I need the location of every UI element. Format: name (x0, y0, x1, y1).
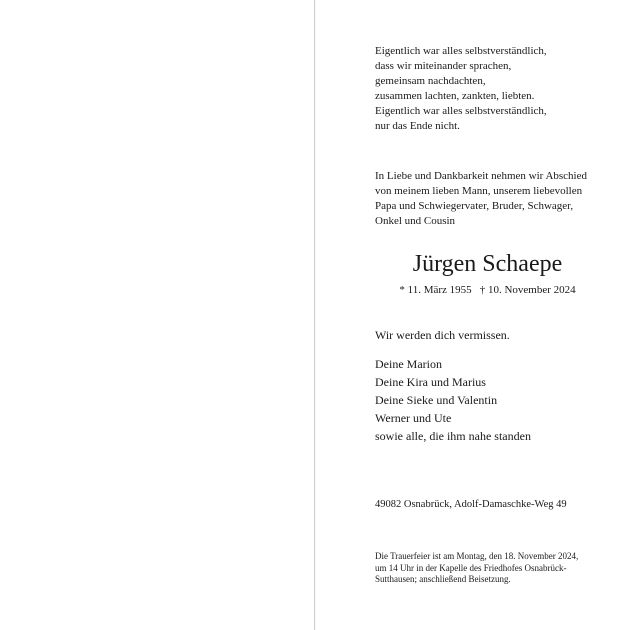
family-address: 49082 Osnabrück, Adolf-Damaschke-Weg 49 (375, 499, 567, 510)
poem-line: Eigentlich war alles selbstverständlich, (375, 45, 547, 57)
intro-line: Onkel und Cousin (375, 215, 456, 227)
mourner-line: Deine Sieke und Valentin (375, 393, 498, 407)
birth-date: * 11. März 1955 (399, 284, 472, 296)
funeral-line: Die Trauerfeier ist am Montag, den 18. November 2024, (375, 551, 579, 561)
mourner-line: Deine Marion (375, 357, 442, 371)
page-fold-divider (314, 0, 315, 630)
intro-line: von meinem lieben Mann, unserem liebevollen (375, 185, 583, 197)
funeral-line: Sutthausen; anschließend Beisetzung. (375, 574, 511, 584)
poem-verse (375, 44, 547, 134)
intro-line: Papa und Schwiegervater, Bruder, Schwager, (375, 200, 574, 212)
mourner-line: Deine Kira und Marius (375, 375, 486, 389)
left-page-blank (0, 0, 314, 630)
intro-line: In Liebe und Dankbarkeit nehmen wir Abschied (375, 170, 587, 182)
poem-line: gemeinsam nachdachten, (375, 75, 486, 87)
poem-line: Eigentlich war alles selbstverständlich, (375, 105, 547, 117)
poem-line: nur das Ende nicht. (375, 120, 460, 132)
mourner-line: sowie alle, die ihm nahe standen (375, 429, 531, 443)
mourners-list (375, 355, 531, 445)
poem-line: zusammen lachten, zankten, liebten. (375, 90, 535, 102)
miss-you-text: Wir werden dich vermissen. (375, 328, 510, 342)
death-date: † 10. November 2024 (479, 284, 576, 296)
funeral-notice (375, 551, 607, 586)
poem-line: dass wir miteinander sprachen, (375, 60, 512, 72)
farewell-intro (375, 169, 587, 229)
mourner-line: Werner und Ute (375, 411, 452, 425)
deceased-name: Jürgen Schaepe (412, 251, 563, 277)
funeral-line: um 14 Uhr in der Kapelle des Friedhofes Osnabrück- (375, 562, 567, 573)
life-dates (375, 283, 600, 298)
